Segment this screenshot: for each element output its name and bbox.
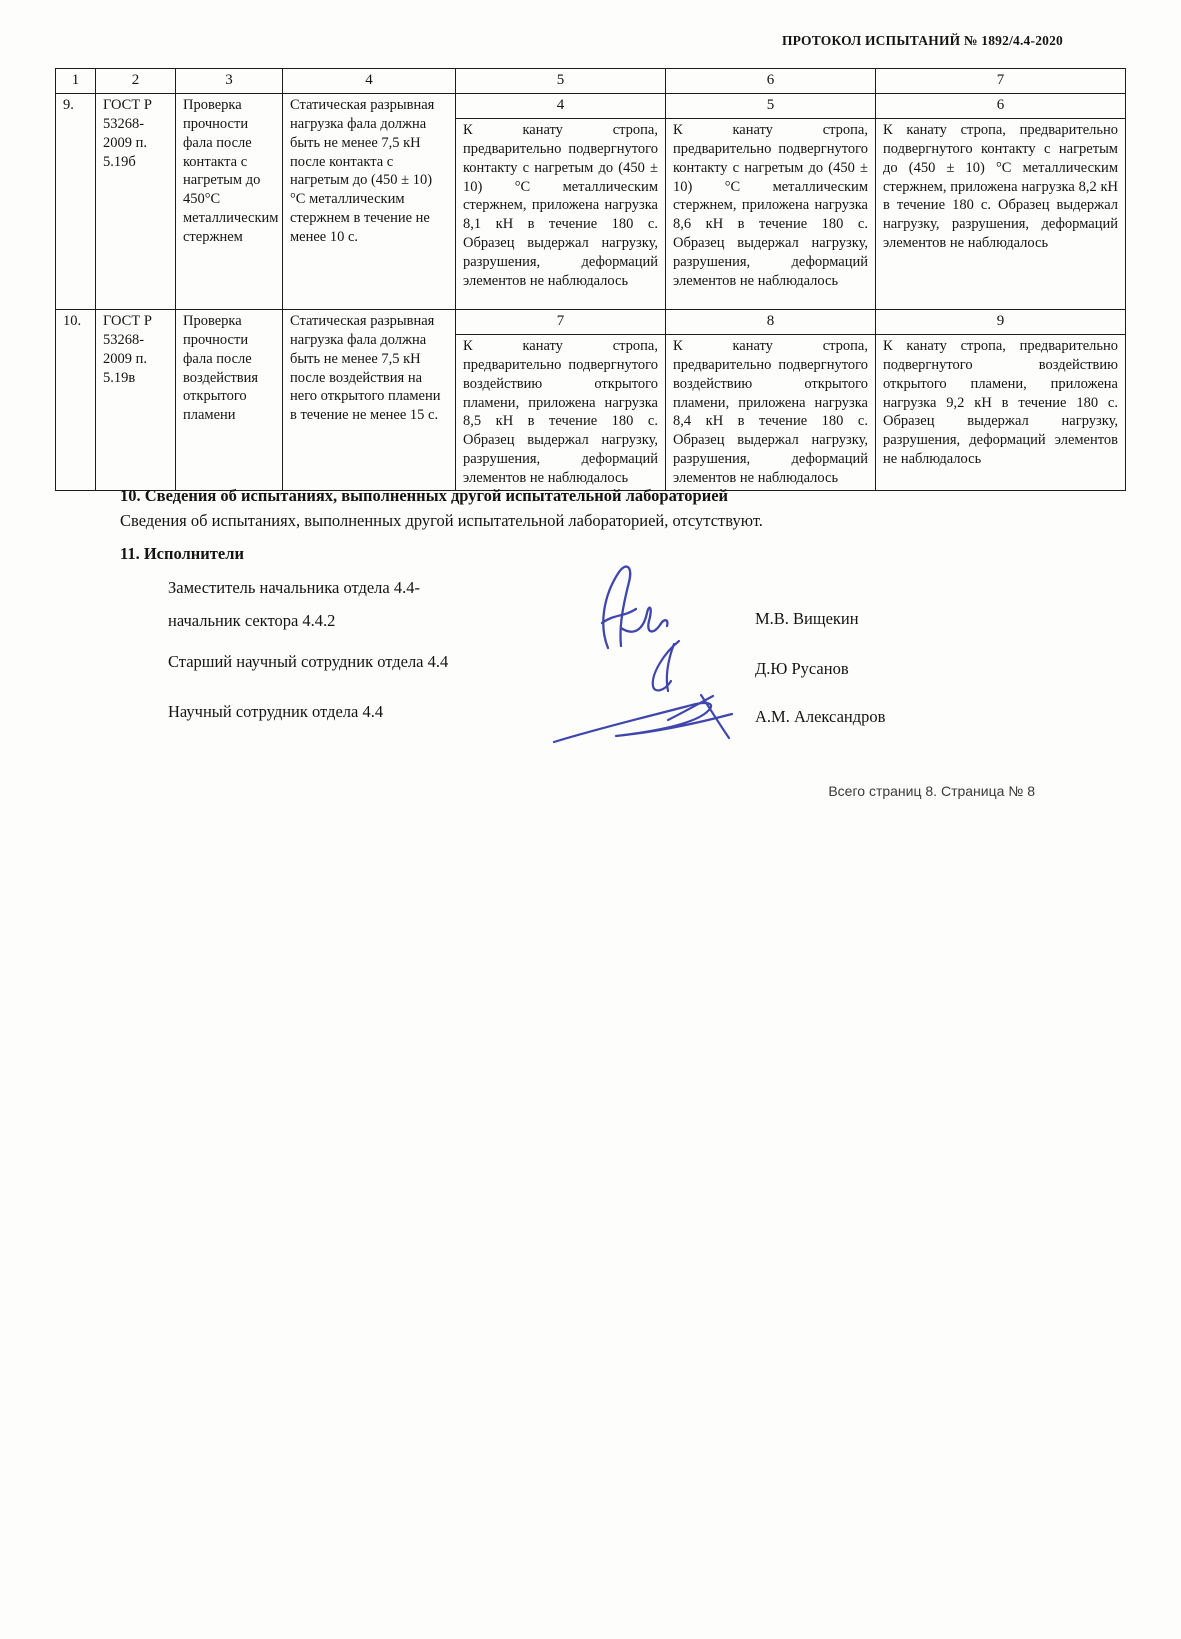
section-10-body: Сведения об испытаниях, выполненных другой испытательной лабораторией, отсутствуют. [120, 511, 763, 530]
row-index: 9. [56, 94, 96, 310]
sample-number: 6 [876, 94, 1126, 119]
row-index: 10. [56, 310, 96, 491]
requirement: Статическая разрывная нагрузка фала должна быть не менее 7,5 кН после контакта с нагретым до (450 ± 10) °С металлическим стержнем в течение не менее 10 с. [283, 94, 456, 310]
col-number: 5 [456, 69, 666, 94]
executor-name: М.В. Вищекин [755, 609, 859, 628]
test-result: К канату стропа, предварительно подвергнутого контакту с нагретым до (450 ± 10) °С металлическим стержнем, приложена нагрузка 8,2 кН в течение 180 с. Образец выдержал нагрузку, разрушения, деформаций элементов не наблюдалось [876, 119, 1126, 310]
page-number-footer: Всего страниц 8. Страница № 8 [828, 783, 1035, 799]
executor-position: начальник сектора 4.4.2 [168, 611, 336, 630]
col-number: 1 [56, 69, 96, 94]
test-results-table [55, 68, 1126, 491]
col-number: 2 [96, 69, 176, 94]
col-number: 4 [283, 69, 456, 94]
standard-ref: ГОСТ Р 53268-2009 п. 5.19б [96, 94, 176, 310]
executor-position: Старший научный сотрудник отдела 4.4 [168, 652, 449, 671]
sample-number: 8 [666, 310, 876, 335]
test-result: К канату стропа, предварительно подвергнутого воздействию открытого пламени, приложена нагрузка 8,4 кН в течение 180 с. Образец выдержал нагрузку, разрушения, деформаций элементов не наблюдалось [666, 335, 876, 491]
sample-number: 7 [456, 310, 666, 335]
test-name: Проверка прочности фала после воздействия открытого пламени [176, 310, 283, 491]
standard-ref: ГОСТ Р 53268-2009 п. 5.19в [96, 310, 176, 491]
sample-number: 4 [456, 94, 666, 119]
col-number: 6 [666, 69, 876, 94]
section-10-heading: 10. Сведения об испытаниях, выполненных другой испытательной лабораторией [120, 486, 729, 505]
test-name: Проверка прочности фала после контакта с нагретым до 450°С металлическим стержнем [176, 94, 283, 310]
protocol-number-header: ПРОТОКОЛ ИСПЫТАНИЙ № 1892/4.4-2020 [781, 33, 1063, 48]
col-number: 3 [176, 69, 283, 94]
table-row-9-sample-numbers [56, 94, 1126, 119]
sample-number: 5 [666, 94, 876, 119]
requirement: Статическая разрывная нагрузка фала должна быть не менее 7,5 кН после воздействия на него открытого пламени в течение не менее 15 с. [283, 310, 456, 491]
executor-name: А.М. Александров [755, 707, 886, 726]
executor-position: Научный сотрудник отдела 4.4 [168, 702, 384, 721]
executor-name: Д.Ю Русанов [755, 659, 849, 678]
test-result: К канату стропа, предварительно подвергнутого воздействию открытого пламени, приложена нагрузка 8,5 кН в течение 180 с. Образец выдержал нагрузку, разрушения, деформаций элементов не наблюдалось [456, 335, 666, 491]
signature-rusanov [643, 636, 693, 696]
table-row-10-sample-numbers [56, 310, 1126, 335]
signature-aleksandrov [550, 692, 740, 750]
test-result: К канату стропа, предварительно подвергнутого контакту с нагретым до (450 ± 10) °С металлическим стержнем, приложена нагрузка 8,1 кН в течение 180 с. Образец выдержал нагрузку, разрушения, деформаций элементов не наблюдалось [456, 119, 666, 310]
sample-number: 9 [876, 310, 1126, 335]
col-number: 7 [876, 69, 1126, 94]
section-11-heading: 11. Исполнители [120, 544, 244, 563]
test-result: К канату стропа, предварительно подвергнутого контакту с нагретым до (450 ± 10) °С металлическим стержнем, приложена нагрузка 8,6 кН в течение 180 с. Образец выдержал нагрузку, разрушения, деформаций элементов не наблюдалось [666, 119, 876, 310]
executor-position: Заместитель начальника отдела 4.4- [168, 578, 420, 597]
test-result: К канату стропа, предварительно подвергнутого воздействию открытого пламени, приложена нагрузка 9,2 кН в течение 180 с. Образец выдержал нагрузку, разрушения, деформаций элементов не наблюдалось [876, 335, 1126, 491]
column-number-row [56, 69, 1126, 94]
